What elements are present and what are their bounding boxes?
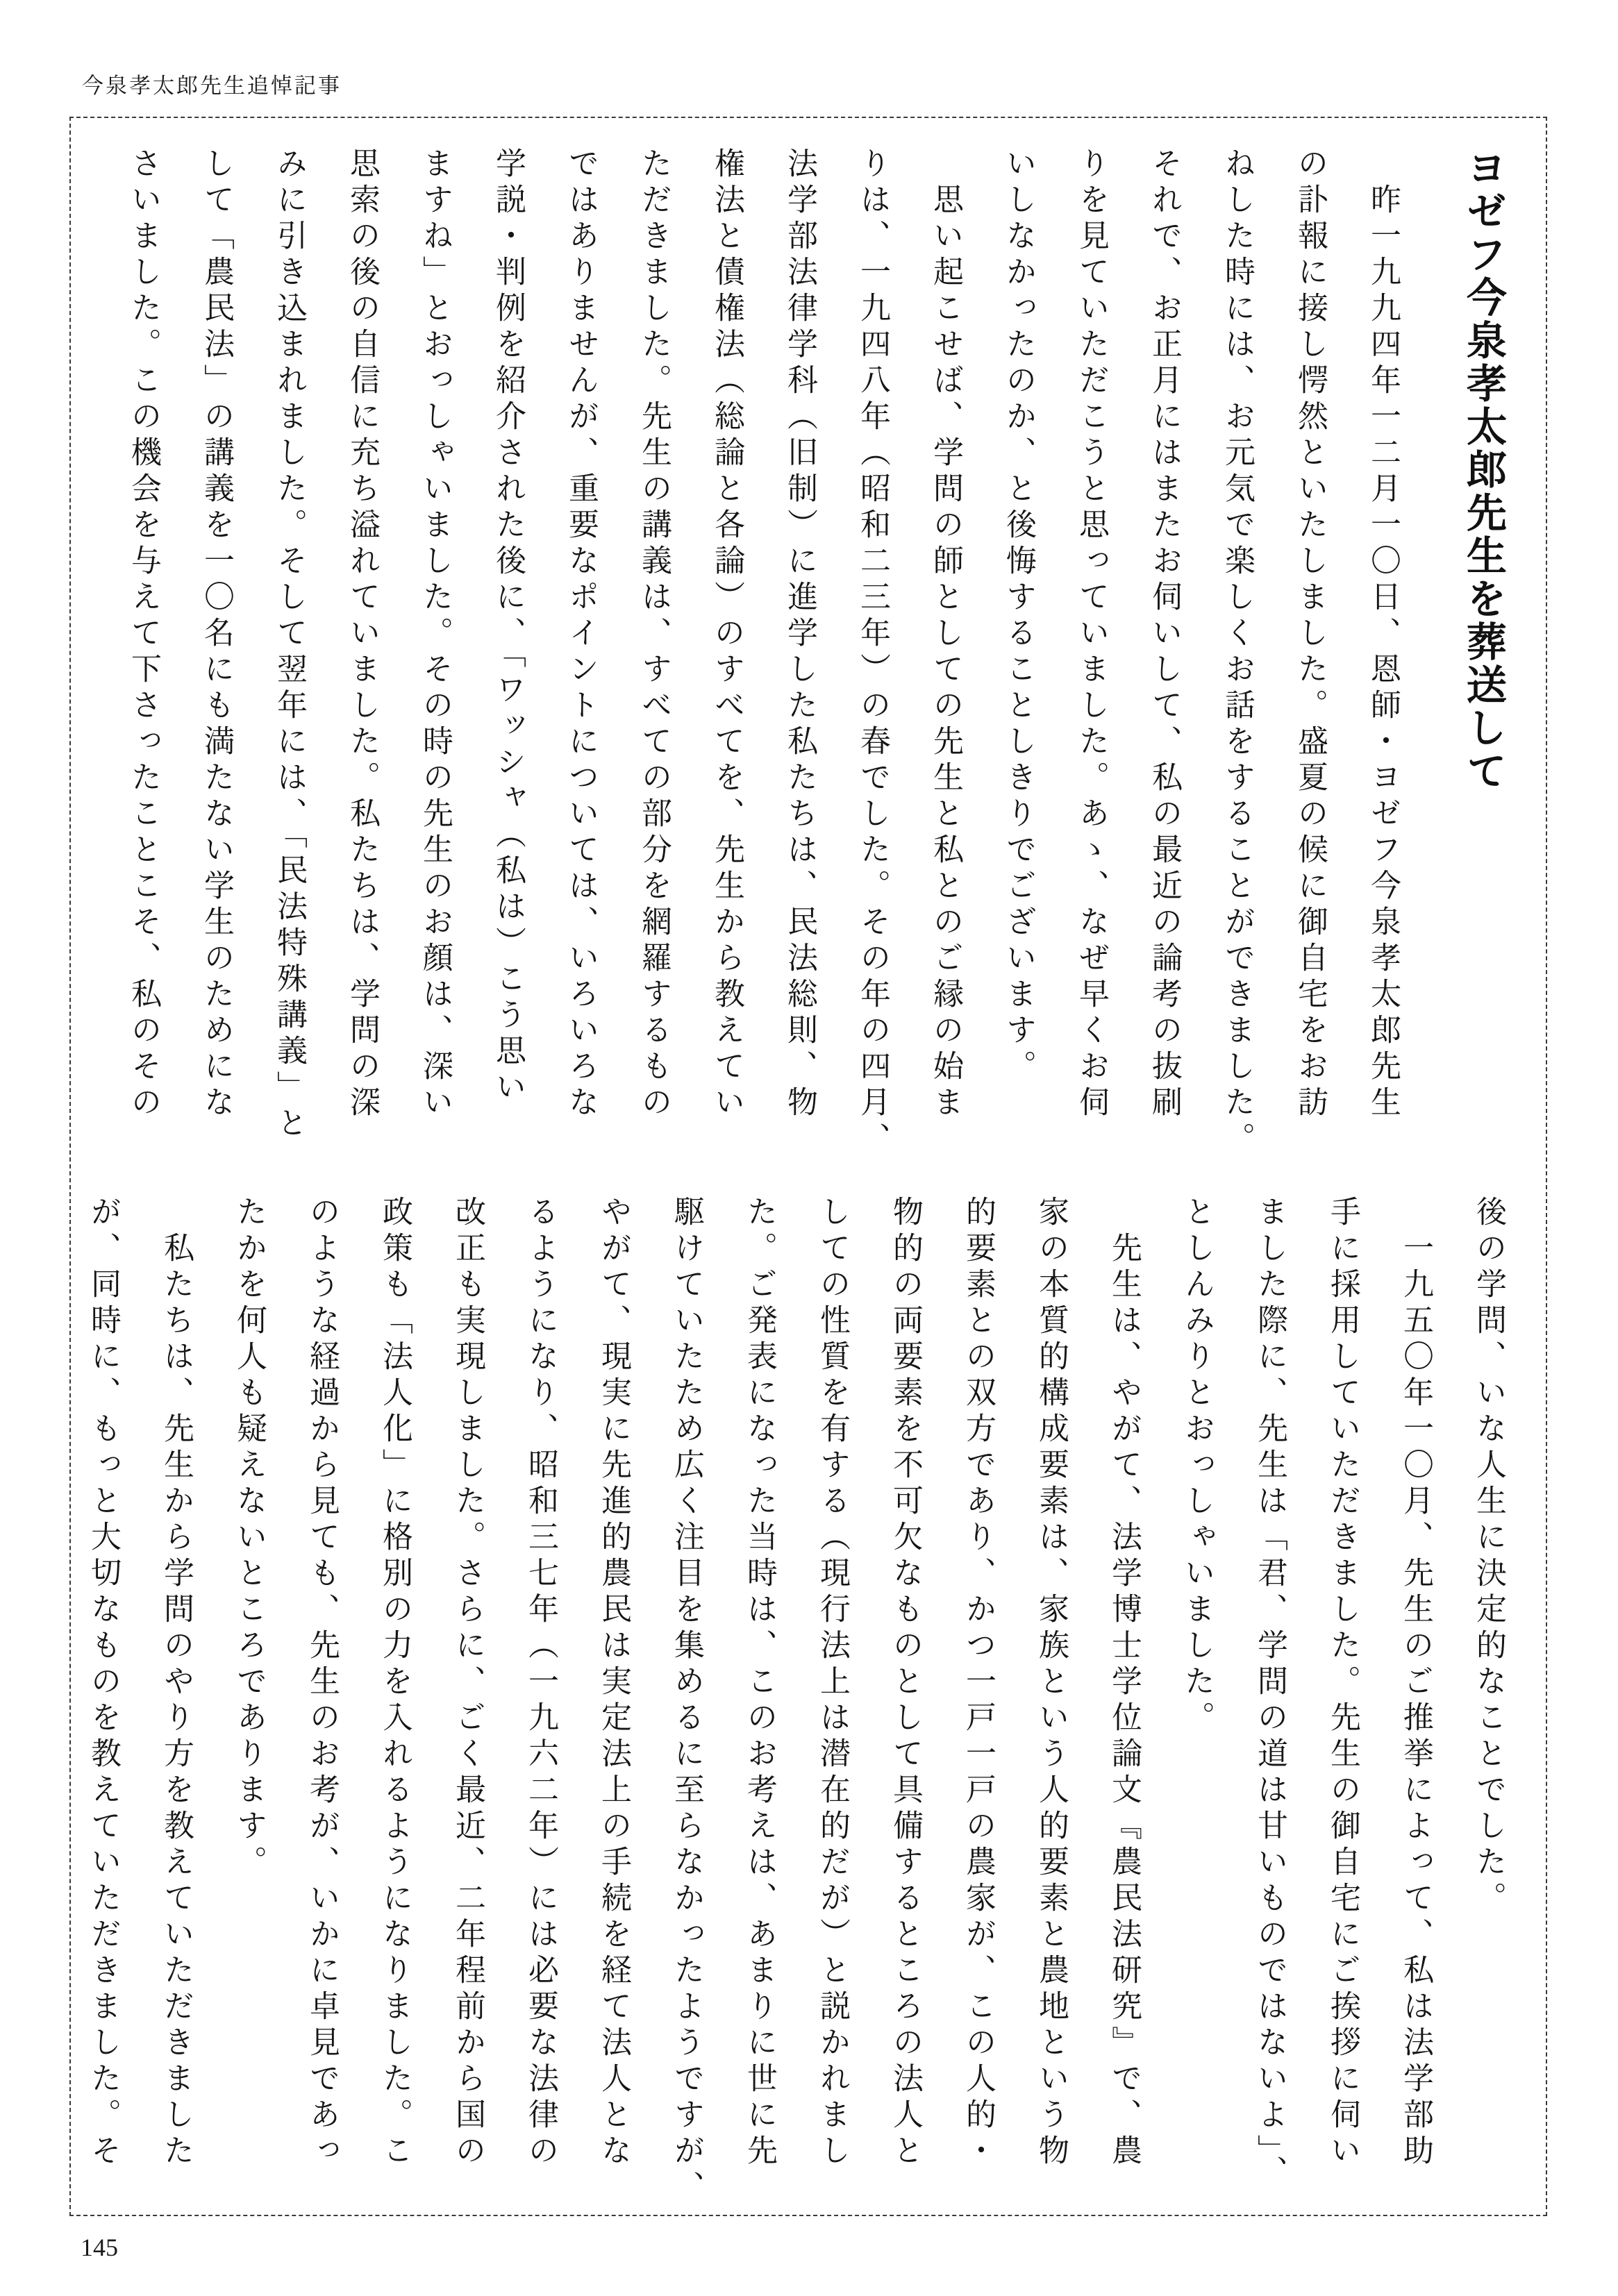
upper-text-block bbox=[92, 147, 1525, 1159]
text-column: 学説・判例を紹介された後に、「ワッシャ（私は）こう思い bbox=[491, 147, 525, 1107]
text-column: ではありませんが、重要なポイントについては、いろいろな bbox=[564, 147, 598, 1122]
text-column: ただきました。先生の講義は、すべての部分を網羅するもの bbox=[637, 147, 671, 1122]
text-column: 的要素との双方であり、かつ一戸一戸の農家が、この人的・ bbox=[961, 1196, 995, 2170]
article-title: ヨゼフ今泉孝太郎先生を葬送して bbox=[1460, 147, 1506, 793]
text-column: が、同時に、もっと大切なものを教えていただきました。そ bbox=[86, 1196, 120, 2170]
text-column: 家の本質的構成要素は、家族という人的要素と農地という物 bbox=[1034, 1196, 1068, 2170]
text-column: 権法と債権法（総論と各論）のすべてを、先生から教えてい bbox=[710, 147, 744, 1122]
text-column: 後の学問、いな人生に決定的なことでした。 bbox=[1471, 1196, 1506, 1918]
text-column: の訃報に接し愕然といたしました。盛夏の候に御自宅をお訪 bbox=[1293, 147, 1327, 1122]
upper-paragraph-columns bbox=[107, 147, 1419, 1159]
text-column: りを見ていただこうと思っていました。あゝ、なぜ早くお伺 bbox=[1074, 147, 1108, 1122]
text-column: としんみりとおっしゃいました。 bbox=[1180, 1196, 1214, 1737]
running-head: 今泉孝太郎先生追悼記事 bbox=[82, 74, 342, 98]
text-column: ました際に、先生は「君、学問の道は甘いものではないよ」、 bbox=[1253, 1196, 1287, 2191]
text-column: ねした時には、お元気で楽しくお話をすることができました。 bbox=[1220, 147, 1254, 1158]
text-column: のような経過から見ても、先生のお考が、いかに卓見であっ bbox=[305, 1196, 339, 2170]
text-column: みに引き込まれました。そして翌年には、「民法特殊講義」と bbox=[272, 147, 306, 1143]
text-column: 法学部法律学科（旧制）に進学した私たちは、民法総則、物 bbox=[783, 147, 817, 1122]
text-column: 先生は、やがて、法学博士学位論文『農民法研究』で、農 bbox=[1107, 1196, 1141, 2170]
page-number: 145 bbox=[81, 2234, 118, 2261]
text-column: 駆けていたため広く注目を集めるに至らなかったようですが、 bbox=[669, 1196, 703, 2206]
text-column: ますね」とおっしゃいました。その時の先生のお顔は、深い bbox=[418, 147, 452, 1122]
text-column: いしなかったのか、と後悔することしきりでございます。 bbox=[1001, 147, 1035, 1086]
text-column: して「農民法」の講義を一〇名にも満たない学生のためにな bbox=[199, 147, 233, 1122]
text-column: しての性質を有する（現行法上は潜在的だが）と説かれまし bbox=[815, 1196, 849, 2170]
text-column: 物的の両要素を不可欠なものとして具備するところの法人と bbox=[888, 1196, 922, 2170]
text-column: 私たちは、先生から学問のやり方を教えていただきました bbox=[159, 1196, 193, 2170]
text-column: それで、お正月にはまたお伺いして、私の最近の論考の抜刷 bbox=[1147, 147, 1181, 1122]
text-column: 思索の後の自信に充ち溢れていました。私たちは、学問の深 bbox=[345, 147, 379, 1122]
text-column: りは、一九四八年（昭和二三年）の春でした。その年の四月、 bbox=[856, 147, 890, 1158]
lower-paragraph-columns bbox=[67, 1196, 1525, 2211]
text-column: やがて、現実に先進的農民は実定法上の手続を経て法人とな bbox=[597, 1196, 631, 2170]
text-column: たかを何人も疑えないところであります。 bbox=[232, 1196, 266, 1882]
article-border-box bbox=[69, 117, 1547, 2216]
lower-text-block bbox=[86, 1196, 1525, 2211]
text-column: さいました。この機会を与えて下さったことこそ、私のその bbox=[126, 147, 160, 1122]
text-column: 思い起こせば、学問の師としての先生と私とのご縁の始ま bbox=[928, 147, 962, 1122]
text-column: 手に採用していただきました。先生の御自宅にご挨拶に伺い bbox=[1326, 1196, 1360, 2170]
text-column: るようになり、昭和三七年（一九六二年）には必要な法律の bbox=[524, 1196, 558, 2170]
text-column: 改正も実現しました。さらに、ごく最近、二年程前から国の bbox=[451, 1196, 485, 2170]
text-column: 政策も「法人化」に格別の力を入れるようになりました。こ bbox=[378, 1196, 412, 2170]
text-column: た。ご発表になった当時は、このお考えは、あまりに世に先 bbox=[742, 1196, 776, 2170]
text-column: 昨一九九四年一二月一〇日、恩師・ヨゼフ今泉孝太郎先生 bbox=[1366, 147, 1400, 1122]
text-column: 一九五〇年一〇月、先生のご推挙によって、私は法学部助 bbox=[1399, 1196, 1433, 2170]
